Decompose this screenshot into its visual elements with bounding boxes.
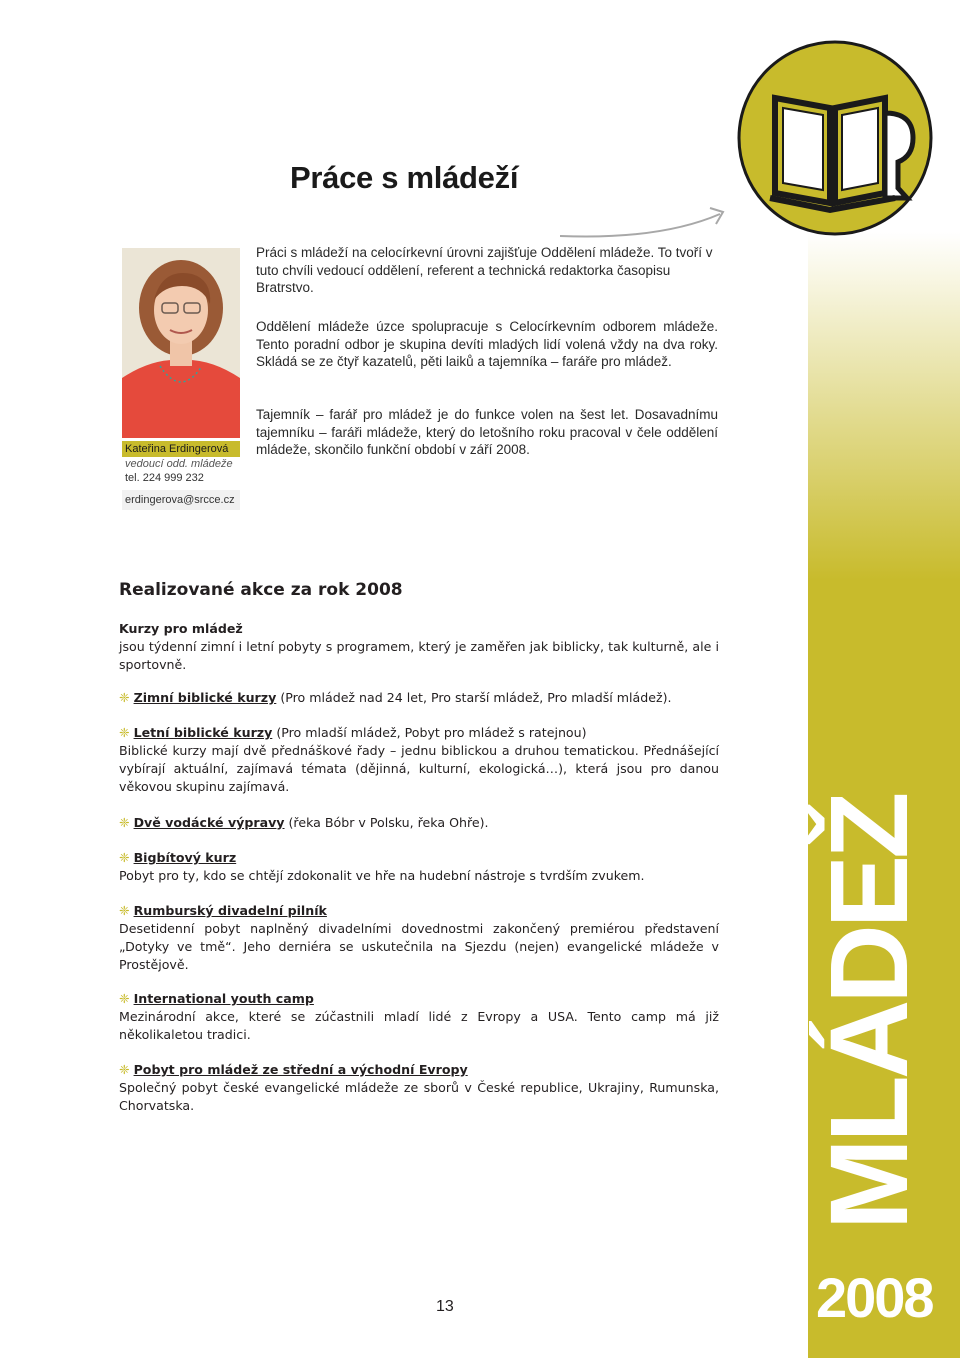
bullet-icon: ❈ [119,725,130,740]
sidebar-year: 2008 [816,1266,933,1329]
arrow-icon [560,200,730,240]
contact-phone: tel. 224 999 232 [125,472,204,484]
portrait-photo [122,248,240,438]
courses-title: Kurzy pro mládež [119,621,243,636]
bullet-icon: ❈ [119,690,130,705]
event-item-canoe [119,814,719,832]
contact-email[interactable]: erdingerova@srcce.cz [125,494,235,506]
event-item-theatre [119,902,719,974]
book-chalice-logo-icon [735,38,935,238]
contact-name: Kateřina Erdingerová [125,443,229,455]
intro-paragraph-2: Oddělení mládeže úzce spolupracuje s Celocírkevním odborem mládeže. Tento poradní odbor je skupina devíti mladých lidí volená vždy na dva roky. Skládá se ze čtyř kazatelů, pěti laiků a tajemníka – faráře pro mládež. [256,319,718,369]
event-name: Dvě vodácké výpravy [133,815,285,830]
courses-block [119,620,719,674]
event-text: Biblické kurzy mají dvě přednáškové řady – jednu biblickou a druhou tematickou. Přednášející vybírají aktuální, zajímavá témata (dějinná, kulturní, ekologická…), která jsou pro danou věkovou skupinu zajímavá. [119,743,719,794]
event-name: Zimní biblické kurzy [133,690,277,705]
bullet-icon: ❈ [119,850,130,865]
event-item-bigbit [119,849,719,885]
contact-role: vedoucí odd. mládeže [125,458,233,470]
event-text: Pobyt pro ty, kdo se chtějí zdokonalit ve hře na hudební nástroje s tvrdším zvukem. [119,868,645,883]
section-heading: Realizované akce za rok 2008 [119,580,403,600]
sidebar-word: MLÁDEŽ [808,795,931,1230]
event-name: Pobyt pro mládež ze střední a východní Evropy [133,1062,468,1077]
courses-text: jsou týdenní zimní i letní pobyty s programem, který je zaměřen jak biblicky, tak kulturně, ale i sportovně. [119,639,719,672]
event-name: Bigbítový kurz [133,850,237,865]
page-number: 13 [436,1298,454,1315]
event-name: Letní biblické kurzy [133,725,273,740]
event-item-international [119,990,719,1044]
event-name: International youth camp [133,991,314,1006]
event-text: Desetidenní pobyt naplněný divadelními dovednostmi zakončený premiérou představení „Dotyky ve tmě“. Jeho derniéra se uskutečnila na Sjezdu (nejen) evangelické mládeže v Prostějově. [119,921,719,972]
event-item-europe [119,1061,719,1115]
event-item-summer [119,724,719,796]
event-inline: (Pro mladší mládež, Pobyt pro mládež s ratejnou) [272,725,587,740]
bullet-icon: ❈ [119,1062,130,1077]
bullet-icon: ❈ [119,903,130,918]
intro-paragraph-1: Práci s mládeží na celocírkevní úrovni zajišťuje Oddělení mládeže. To tvoří v tuto chvíli vedoucí oddělení, referent a technická redaktorka časopisu Bratrstvo. [256,245,713,295]
event-name: Rumburský divadelní pilník [133,903,327,918]
event-inline: (řeka Bóbr v Polsku, řeka Ohře). [284,815,489,830]
event-inline: (Pro mládež nad 24 let, Pro starší mládež, Pro mladší mládež). [276,690,672,705]
bullet-icon: ❈ [119,815,130,830]
event-text: Společný pobyt české evangelické mládeže ze sborů v České republice, Ukrajiny, Rumunska, Chorvatska. [119,1080,719,1113]
event-text: Mezinárodní akce, které se zúčastnili mladí lidé z Evropy a USA. Tento camp má již několikaletou tradici. [119,1009,719,1042]
page-title: Práce s mládeží [290,160,519,195]
event-item-winter [119,689,719,707]
bullet-icon: ❈ [119,991,130,1006]
intro-paragraph-3: Tajemník – farář pro mládež je do funkce volen na šest let. Dosavadnímu tajemníku – faráři mládeže, který do letošního roku pracoval v čele oddělení mládeže, skončilo funkční období v září 2008. [256,407,718,457]
